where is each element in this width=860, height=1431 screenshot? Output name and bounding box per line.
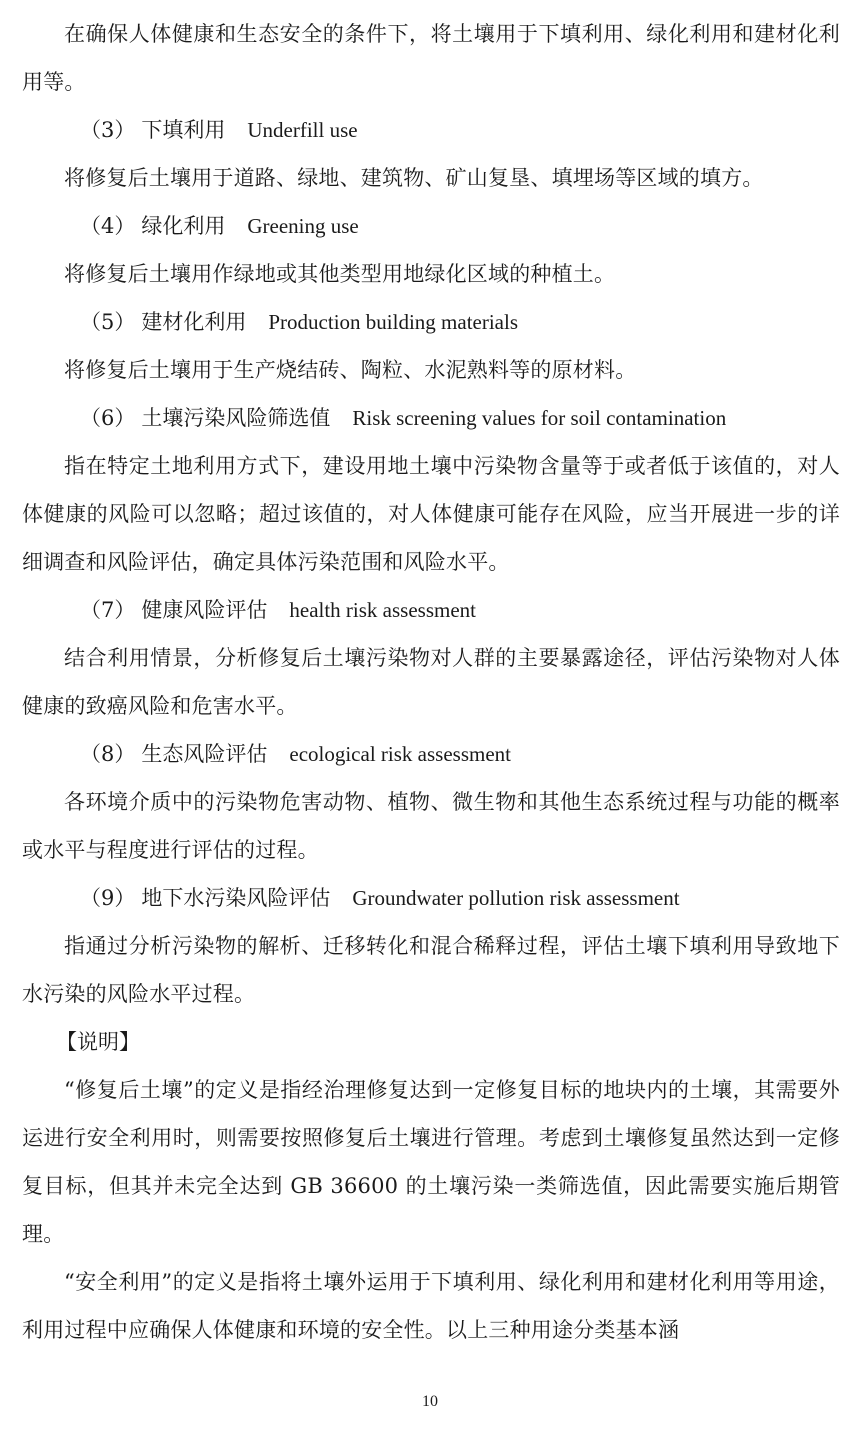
heading-en: Groundwater pollution risk assessment <box>352 886 680 910</box>
heading-en: health risk assessment <box>289 598 477 622</box>
heading-number: （7） <box>80 598 136 622</box>
heading-en: Production building materials <box>268 310 519 334</box>
paragraph-greening-use: 将修复后土壤用作绿地或其他类型用地绿化区域的种植土。 <box>64 262 616 286</box>
heading-ecological-risk <box>22 730 840 778</box>
heading-number: （8） <box>80 742 136 766</box>
paragraph-building-materials: 将修复后土壤用于生产烧结砖、陶粒、水泥熟料等的原材料。 <box>64 358 637 382</box>
heading-zh: 建材化利用 <box>141 310 247 334</box>
paragraph-health-risk: 结合利用情景，分析修复后土壤污染物对人群的主要暴露途径，评估污染物对人体健康的致癌风险和危害水平。 <box>22 646 840 718</box>
note-title: 【说明】 <box>56 1030 140 1054</box>
heading-number: （9） <box>80 886 136 910</box>
heading-risk-screening-values <box>22 394 840 442</box>
heading-en: ecological risk assessment <box>289 742 511 766</box>
heading-zh: 绿化利用 <box>141 214 226 238</box>
paragraph-groundwater-risk: 指通过分析污染物的解析、迁移转化和混合稀释过程，评估土壤下填利用导致地下水污染的风险水平过程。 <box>22 934 840 1006</box>
heading-en: Risk screening values for soil contamination <box>352 406 727 430</box>
heading-zh: 健康风险评估 <box>141 598 268 622</box>
heading-greening-use <box>22 202 840 250</box>
heading-en: Greening use <box>247 214 359 238</box>
heading-en: Underfill use <box>247 118 358 142</box>
heading-number: （4） <box>80 214 136 238</box>
document-body <box>22 10 840 1354</box>
heading-number: （5） <box>80 310 136 334</box>
heading-underfill-use <box>22 106 840 154</box>
paragraph-underfill-use: 将修复后土壤用于道路、绿地、建筑物、矿山复垦、填埋场等区域的填方。 <box>64 166 764 190</box>
page-number: 10 <box>422 1393 438 1410</box>
heading-groundwater-risk <box>22 874 840 922</box>
heading-zh: 土壤污染风险筛选值 <box>141 406 331 430</box>
heading-zh: 下填利用 <box>141 118 226 142</box>
heading-zh: 生态风险评估 <box>141 742 268 766</box>
heading-zh: 地下水污染风险评估 <box>141 886 331 910</box>
heading-building-materials <box>22 298 840 346</box>
heading-health-risk <box>22 586 840 634</box>
paragraph-ecological-risk: 各环境介质中的污染物危害动物、植物、微生物和其他生态系统过程与功能的概率或水平与程度进行评估的过程。 <box>22 790 840 862</box>
paragraph-safe-use-intro: 在确保人体健康和生态安全的条件下，将土壤用于下填利用、绿化利用和建材化利用等。 <box>22 22 840 94</box>
heading-number: （6） <box>80 406 136 430</box>
note-paragraph-remediated-soil: “修复后土壤”的定义是指经治理修复达到一定修复目标的地块内的土壤，其需要外运进行安全利用时，则需要按照修复后土壤进行管理。考虑到土壤修复虽然达到一定修复目标，但其并未完全达到 GB 36600 的土壤污染一类筛选值，因此需要实施后期管理。 <box>22 1078 840 1246</box>
heading-number: （3） <box>80 118 136 142</box>
note-paragraph-safe-use: “安全利用”的定义是指将土壤外运用于下填利用、绿化利用和建材化利用等用途，利用过程中应确保人体健康和环境的安全性。以上三种用途分类基本涵 <box>22 1270 840 1342</box>
paragraph-risk-screening-values: 指在特定土地利用方式下，建设用地土壤中污染物含量等于或者低于该值的，对人体健康的风险可以忽略；超过该值的，对人体健康可能存在风险，应当开展进一步的详细调查和风险评估，确定具体污染范围和风险水平。 <box>22 454 840 574</box>
